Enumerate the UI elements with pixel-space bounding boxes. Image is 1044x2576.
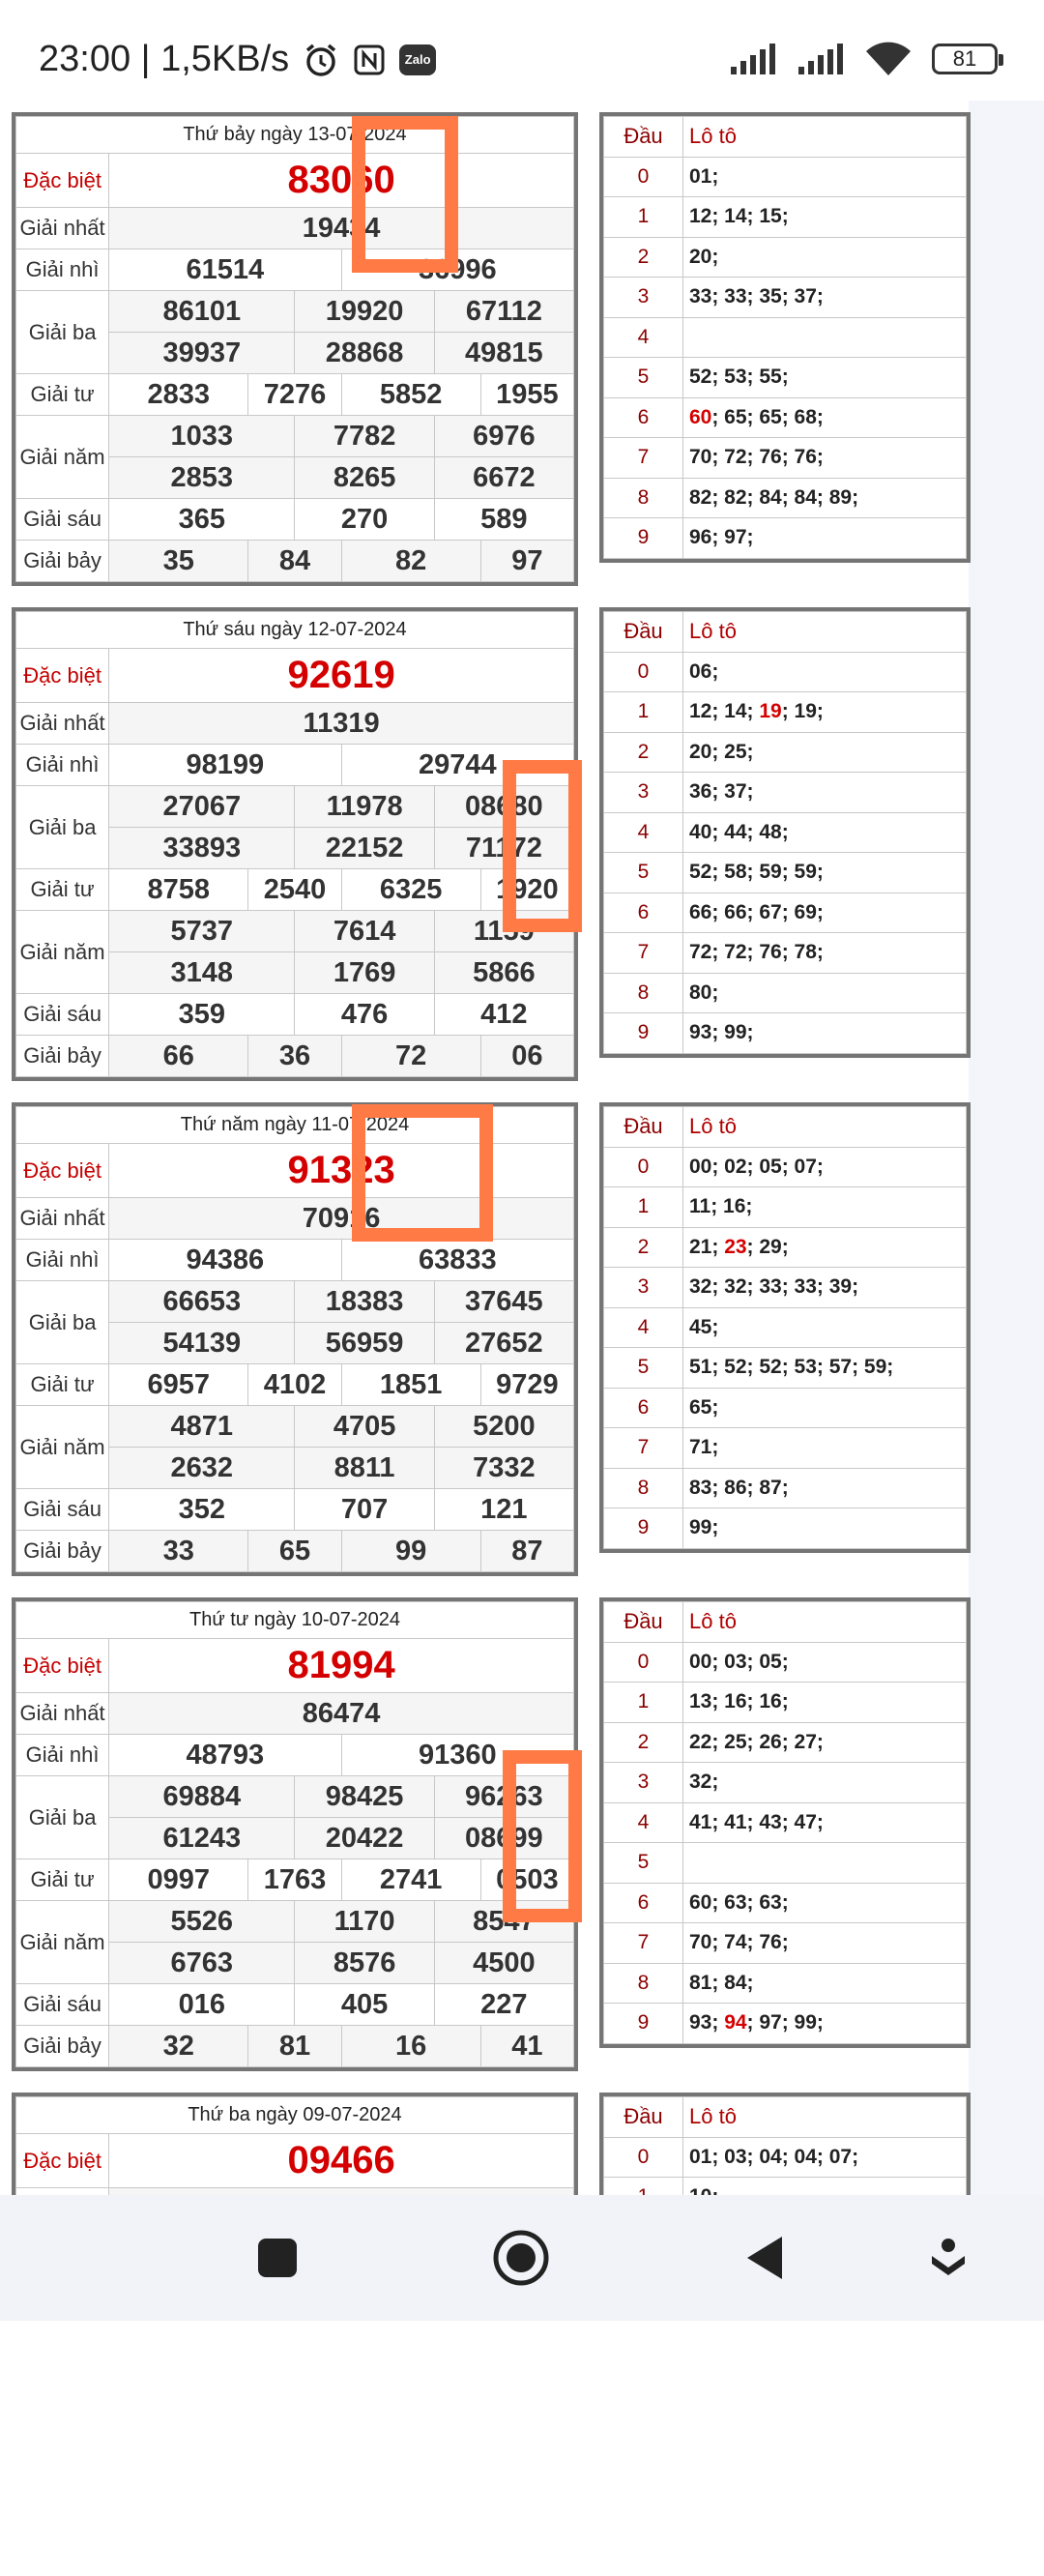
loto-head-loto: Lô tô (683, 2097, 967, 2138)
zalo-icon: Zalo (399, 44, 436, 75)
prize-label: Giải ba (16, 291, 109, 374)
loto-values: 32; 32; 33; 33; 39; (683, 1268, 967, 1308)
prize-number: 2853 (109, 457, 295, 499)
prize-number: 7614 (295, 911, 434, 952)
prize-number: 6672 (434, 457, 573, 499)
prize-number: 227 (434, 1984, 573, 2026)
prize-number: 08680 (434, 786, 573, 828)
prize-number: 36 (248, 1036, 341, 1077)
loto-values: 60; 65; 65; 68; (683, 397, 967, 438)
prize-number: 65 (248, 1531, 341, 1572)
loto-values: 13; 16; 16; (683, 1683, 967, 1723)
prize-number: 5200 (434, 1406, 573, 1448)
prize-number: 27067 (109, 786, 295, 828)
prize-number: 33 (109, 1531, 248, 1572)
loto-values: 32; (683, 1763, 967, 1803)
loto-head-digit: 4 (604, 1802, 683, 1843)
prize-number: 6763 (109, 1943, 295, 1984)
loto-values: 06; (683, 652, 967, 692)
loto-head-digit: 8 (604, 1963, 683, 2004)
loto-head-digit: 2 (604, 732, 683, 773)
prize-label-special: Đặc biệt (16, 1639, 109, 1693)
draw-date: Thứ tư ngày 10-07-2024 (16, 1602, 574, 1639)
prize-number: 405 (295, 1984, 434, 2026)
loto-head-loto: Lô tô (683, 612, 967, 653)
prize-number: 18383 (295, 1281, 434, 1323)
loto-table (599, 607, 971, 1058)
loto-head-digit: 5 (604, 358, 683, 398)
prize-label: Giải sáu (16, 994, 109, 1036)
loto-values: 22; 25; 26; 27; (683, 1722, 967, 1763)
prize-number: 56959 (295, 1323, 434, 1364)
loto-values: 71; (683, 1428, 967, 1469)
loto-values: 99; (683, 1508, 967, 1549)
prize-number: 86101 (109, 291, 295, 333)
loto-values: 36; 37; (683, 773, 967, 813)
status-bar (0, 0, 1044, 101)
loto-values: 40; 44; 48; (683, 812, 967, 853)
assistant-button[interactable] (918, 2228, 978, 2288)
loto-head-digit: 0 (604, 2137, 683, 2178)
prize-label: Giải bảy (16, 1531, 109, 1572)
prize-label: Giải nhất (16, 208, 109, 249)
prize-number: 8547 (434, 1901, 573, 1943)
prize-number: 66 (109, 1036, 248, 1077)
back-button[interactable] (735, 2228, 795, 2288)
prize-number: 82 (341, 541, 480, 582)
loto-head-digit: 8 (604, 973, 683, 1013)
loto-head-digit: 9 (604, 518, 683, 559)
result-table (12, 112, 578, 586)
prize-number: 67112 (434, 291, 573, 333)
loto-values: 70; 74; 76; (683, 1923, 967, 1964)
prize-number: 2540 (248, 869, 341, 911)
prize-label: Giải nhất (16, 1198, 109, 1240)
prize-number: 1769 (295, 952, 434, 994)
prize-number: 5737 (109, 911, 295, 952)
draw-block (10, 2081, 969, 2576)
prize-label: Giải năm (16, 911, 109, 994)
loto-head-digit: 8 (604, 478, 683, 518)
prize-number: 359 (109, 994, 295, 1036)
prize-number: 61243 (109, 1818, 295, 1859)
prize-number: 84 (248, 541, 341, 582)
prize-number: 270 (295, 499, 434, 541)
prize-label: Giải ba (16, 786, 109, 869)
prize-label-special: Đặc biệt (16, 649, 109, 703)
result-table (12, 1597, 578, 2071)
prize-number: 11978 (295, 786, 434, 828)
prize-number: 33893 (109, 828, 295, 869)
home-circle-icon (493, 2230, 549, 2286)
back-triangle-icon (743, 2235, 786, 2281)
loto-head-digit: 6 (604, 893, 683, 933)
special-prize: 92619 (109, 649, 574, 703)
prize-number: 35 (109, 541, 248, 582)
loto-head-digit: 8 (604, 1468, 683, 1508)
loto-values: 01; 03; 04; 04; 07; (683, 2137, 967, 2178)
prize-number: 476 (295, 994, 434, 1036)
loto-head-digit: 5 (604, 1348, 683, 1389)
loto-head-digit: 9 (604, 1013, 683, 1054)
prize-number: 71172 (434, 828, 573, 869)
loto-values: 33; 33; 35; 37; (683, 278, 967, 318)
loto-head-digit: 7 (604, 1923, 683, 1964)
loto-head-dau: Đầu (604, 612, 683, 653)
prize-number: 11319 (109, 703, 574, 745)
prize-number: 2833 (109, 374, 248, 416)
prize-number: 61514 (109, 249, 341, 291)
prize-label: Giải nhì (16, 1240, 109, 1281)
prize-number: 70916 (109, 1198, 574, 1240)
prize-number: 5852 (341, 374, 480, 416)
highlight-marker (503, 760, 582, 932)
result-table (12, 607, 578, 1081)
highlight-marker (352, 116, 458, 273)
loto-head-loto: Lô tô (683, 1107, 967, 1148)
prize-label: Giải nhất (16, 703, 109, 745)
loto-table (599, 112, 971, 563)
loto-head-digit: 7 (604, 1428, 683, 1469)
prize-number: 1170 (295, 1901, 434, 1943)
loto-head-digit: 3 (604, 278, 683, 318)
loto-head-digit: 0 (604, 157, 683, 197)
loto-head-loto: Lô tô (683, 1602, 967, 1643)
prize-number: 37645 (434, 1281, 573, 1323)
loto-values: 52; 53; 55; (683, 358, 967, 398)
square-icon (256, 2237, 299, 2279)
loto-values: 01; (683, 157, 967, 197)
draw-date: Thứ sáu ngày 12-07-2024 (16, 612, 574, 649)
prize-number: 29744 (341, 745, 573, 786)
prize-number: 2632 (109, 1448, 295, 1489)
prize-number: 32 (109, 2026, 248, 2067)
loto-values: 20; (683, 237, 967, 278)
prize-number: 8265 (295, 457, 434, 499)
loto-head-digit: 3 (604, 1763, 683, 1803)
loto-head-digit: 1 (604, 1683, 683, 1723)
loto-head-loto: Lô tô (683, 117, 967, 158)
loto-head-dau: Đầu (604, 2097, 683, 2138)
prize-label: Giải tư (16, 1364, 109, 1406)
loto-values: 65; (683, 1388, 967, 1428)
loto-values: 51; 52; 52; 53; 57; 59; (683, 1348, 967, 1389)
prize-number: 08699 (434, 1818, 573, 1859)
loto-head-digit: 2 (604, 237, 683, 278)
prize-number: 412 (434, 994, 573, 1036)
loto-head-digit: 0 (604, 1147, 683, 1187)
prize-number: 016 (109, 1984, 295, 2026)
loto-head-digit: 9 (604, 2004, 683, 2044)
prize-label: Giải tư (16, 1859, 109, 1901)
recent-apps-button[interactable] (247, 2228, 307, 2288)
prize-number: 20422 (295, 1818, 434, 1859)
loto-values: 93; 94; 97; 99; (683, 2004, 967, 2044)
prize-number: 0503 (480, 1859, 573, 1901)
loto-values: 52; 58; 59; 59; (683, 853, 967, 893)
loto-values: 12; 14; 19; 19; (683, 692, 967, 733)
loto-values: 72; 72; 76; 78; (683, 933, 967, 974)
prize-label: Giải nhất (16, 1693, 109, 1735)
page-side-gutter (969, 101, 1044, 2195)
prize-number: 9729 (480, 1364, 573, 1406)
loto-values: 66; 66; 67; 69; (683, 893, 967, 933)
draw-block (10, 1586, 969, 2081)
prize-label: Giải sáu (16, 499, 109, 541)
prize-number: 91360 (341, 1735, 573, 1776)
draw-date: Thứ bảy ngày 13-07-2024 (16, 117, 574, 154)
prize-number: 707 (295, 1489, 434, 1531)
loto-values: 41; 41; 43; 47; (683, 1802, 967, 1843)
loto-head-digit: 6 (604, 1388, 683, 1428)
prize-number: 4705 (295, 1406, 434, 1448)
prize-number: 365 (109, 499, 295, 541)
prize-label: Giải nhì (16, 249, 109, 291)
prize-number: 7332 (434, 1448, 573, 1489)
prize-number: 87 (480, 1531, 573, 1572)
loto-head-digit: 1 (604, 197, 683, 238)
results-list[interactable] (10, 101, 969, 2195)
loto-values: 20; 25; (683, 732, 967, 773)
home-button[interactable] (491, 2228, 551, 2288)
prize-number: 589 (434, 499, 573, 541)
prize-number: 1159 (434, 911, 573, 952)
prize-number: 5526 (109, 1901, 295, 1943)
prize-number: 94386 (109, 1240, 341, 1281)
loto-values: 83; 86; 87; (683, 1468, 967, 1508)
special-prize: 09466 (109, 2134, 574, 2188)
prize-number: 69884 (109, 1776, 295, 1818)
loto-table (599, 1597, 971, 2048)
loto-values: 12; 14; 15; (683, 197, 967, 238)
prize-number: 63833 (341, 1240, 573, 1281)
status-time: 23:00 | 1,5KB/s (39, 39, 290, 79)
loto-values: 81; 84; (683, 1963, 967, 2004)
loto-values: 11; 16; (683, 1187, 967, 1228)
prize-number: 8758 (109, 869, 248, 911)
signal-icon-1 (731, 44, 777, 74)
prize-number: 0997 (109, 1859, 248, 1901)
assistant-icon (929, 2237, 968, 2279)
loto-head-digit: 7 (604, 933, 683, 974)
loto-values: 93; 99; (683, 1013, 967, 1054)
loto-head-digit: 5 (604, 1843, 683, 1884)
prize-label: Giải nhì (16, 1735, 109, 1776)
prize-number: 6325 (341, 869, 480, 911)
draw-block (10, 596, 969, 1091)
prize-label: Giải nhì (16, 745, 109, 786)
prize-number: 5866 (434, 952, 573, 994)
loto-values: 70; 72; 76; 76; (683, 438, 967, 479)
prize-number: 121 (434, 1489, 573, 1531)
loto-head-digit: 4 (604, 1307, 683, 1348)
prize-number: 1920 (480, 869, 573, 911)
draw-block (10, 101, 969, 596)
prize-number: 6957 (109, 1364, 248, 1406)
prize-number: 6976 (434, 416, 573, 457)
prize-number: 8576 (295, 1943, 434, 1984)
loto-head-dau: Đầu (604, 117, 683, 158)
prize-number: 54139 (109, 1323, 295, 1364)
prize-number: 1955 (480, 374, 573, 416)
prize-label: Giải sáu (16, 1489, 109, 1531)
loto-head-dau: Đầu (604, 1107, 683, 1148)
loto-values: 00; 02; 05; 07; (683, 1147, 967, 1187)
loto-values (683, 317, 967, 358)
prize-label: Giải ba (16, 1281, 109, 1364)
prize-number: 7276 (248, 374, 341, 416)
prize-label: Giải tư (16, 869, 109, 911)
loto-values: 00; 03; 05; (683, 1642, 967, 1683)
prize-number: 1851 (341, 1364, 480, 1406)
prize-number: 8811 (295, 1448, 434, 1489)
highlight-marker (503, 1750, 582, 1922)
loto-head-digit: 2 (604, 1722, 683, 1763)
alarm-icon (303, 42, 339, 78)
prize-number: 66653 (109, 1281, 295, 1323)
loto-head-digit: 5 (604, 853, 683, 893)
draw-date: Thứ ba ngày 09-07-2024 (16, 2097, 574, 2134)
loto-head-digit: 9 (604, 1508, 683, 1549)
loto-head-digit: 3 (604, 1268, 683, 1308)
prize-number: 96263 (434, 1776, 573, 1818)
loto-head-digit: 2 (604, 1227, 683, 1268)
prize-number: 4871 (109, 1406, 295, 1448)
prize-label: Giải sáu (16, 1984, 109, 2026)
loto-head-digit: 0 (604, 1642, 683, 1683)
prize-number: 41 (480, 2026, 573, 2067)
draw-date: Thứ năm ngày 11-07-2024 (16, 1107, 574, 1144)
prize-number: 81 (248, 2026, 341, 2067)
prize-number: 48793 (109, 1735, 341, 1776)
special-prize: 81994 (109, 1639, 574, 1693)
wifi-icon (866, 43, 911, 75)
result-table (12, 1102, 578, 1576)
prize-number: 98425 (295, 1776, 434, 1818)
loto-values: 21; 23; 29; (683, 1227, 967, 1268)
prize-number: 72 (341, 1036, 480, 1077)
loto-head-digit: 7 (604, 438, 683, 479)
prize-number: 36996 (341, 249, 573, 291)
prize-number: 352 (109, 1489, 295, 1531)
prize-number: 4500 (434, 1943, 573, 1984)
loto-values: 45; (683, 1307, 967, 1348)
prize-label: Giải năm (16, 416, 109, 499)
special-prize: 91323 (109, 1144, 574, 1198)
loto-head-digit: 4 (604, 317, 683, 358)
prize-number: 99 (341, 1531, 480, 1572)
nfc-icon (353, 44, 386, 76)
prize-label: Giải bảy (16, 2026, 109, 2067)
loto-head-dau: Đầu (604, 1602, 683, 1643)
prize-number: 3148 (109, 952, 295, 994)
signal-icon-2 (798, 44, 845, 74)
prize-label: Giải năm (16, 1901, 109, 1984)
prize-number: 4102 (248, 1364, 341, 1406)
prize-number: 7782 (295, 416, 434, 457)
prize-number: 22152 (295, 828, 434, 869)
loto-values: 96; 97; (683, 518, 967, 559)
loto-head-digit: 3 (604, 773, 683, 813)
special-prize: 83060 (109, 154, 574, 208)
loto-head-digit: 1 (604, 692, 683, 733)
prize-label-special: Đặc biệt (16, 154, 109, 208)
highlight-marker (352, 1104, 493, 1242)
prize-number: 2741 (341, 1859, 480, 1901)
prize-label: Giải bảy (16, 1036, 109, 1077)
prize-number: 98199 (109, 745, 341, 786)
prize-label: Giải năm (16, 1406, 109, 1489)
prize-number: 16 (341, 2026, 480, 2067)
loto-values (683, 1843, 967, 1884)
loto-head-digit: 0 (604, 652, 683, 692)
prize-number: 19434 (109, 208, 574, 249)
prize-number: 06 (480, 1036, 573, 1077)
prize-number: 27652 (434, 1323, 573, 1364)
battery-icon: 81 (932, 44, 998, 74)
loto-values: 60; 63; 63; (683, 1883, 967, 1923)
loto-values: 80; (683, 973, 967, 1013)
prize-label: Giải bảy (16, 541, 109, 582)
prize-number: 28868 (295, 333, 434, 374)
loto-head-digit: 1 (604, 1187, 683, 1228)
prize-label: Giải ba (16, 1776, 109, 1859)
prize-label: Giải tư (16, 374, 109, 416)
navigation-bar (0, 2195, 1044, 2321)
prize-number: 49815 (434, 333, 573, 374)
prize-number: 19920 (295, 291, 434, 333)
prize-number: 97 (480, 541, 573, 582)
prize-number: 1763 (248, 1859, 341, 1901)
loto-values: 82; 82; 84; 84; 89; (683, 478, 967, 518)
prize-number: 39937 (109, 333, 295, 374)
loto-head-digit: 6 (604, 1883, 683, 1923)
loto-table (599, 1102, 971, 1553)
prize-label-special: Đặc biệt (16, 1144, 109, 1198)
loto-head-digit: 4 (604, 812, 683, 853)
loto-head-digit: 6 (604, 397, 683, 438)
prize-number: 1033 (109, 416, 295, 457)
prize-label-special: Đặc biệt (16, 2134, 109, 2188)
prize-number: 86474 (109, 1693, 574, 1735)
